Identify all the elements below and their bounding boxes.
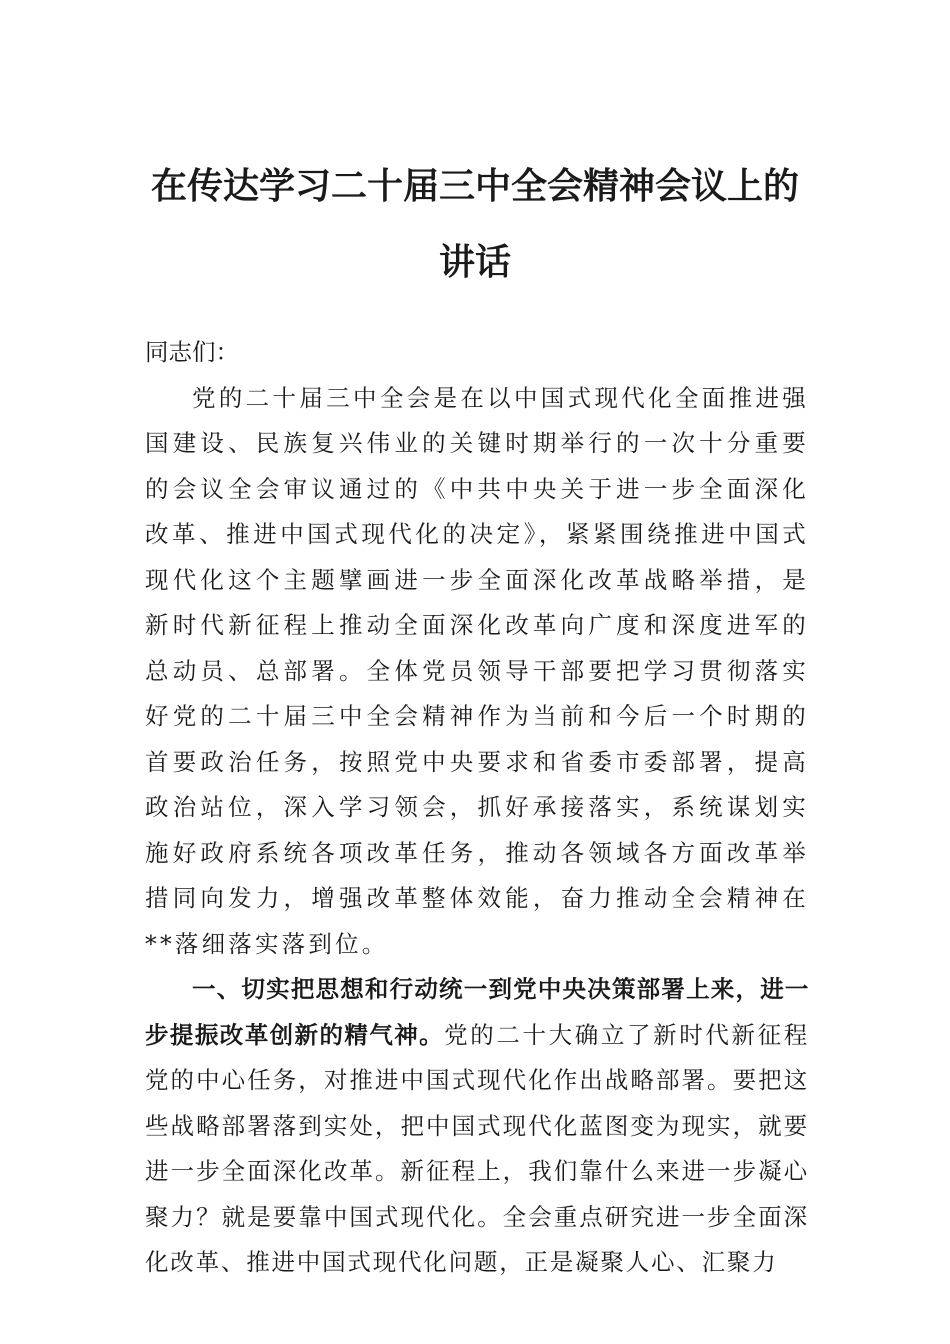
salutation: 同志们：: [145, 338, 239, 366]
document-body: [145, 330, 809, 1286]
document-title: [120, 148, 830, 300]
section-heading: 一、切实把思想和行动统一到党中央决策部署上来，进一步提振改革创新的精气神。: [145, 975, 809, 1049]
paragraph-intro: 党的二十届三中全会是在以中国式现代化全面推进强国建设、民族复兴伟业的关键时期举行的一次十分重要的会议全会审议通过的《中共中央关于进一步全面深化改革、推进中国式现代化的决定》，紧紧围绕推进中国式现代化这个主题擘画进一步全面深化改革战略举措，是新时代新征程上推动全面深化改革向广度和深度进军的总动员、总部署。全体党员领导干部要把学习贯彻落实好党的二十届三中全会精神作为当前和今后一个时期的首要政治任务，按照党中央要求和省委市委部署，提高政治站位，深入学习领会，抓好承接落实，系统谋划实施好政府系统各项改革任务，推动各领域各方面改革举措同向发力，增强改革整体效能，奋力推动全会精神在**落细落实落到位。: [145, 383, 809, 958]
section-text: 党的二十大确立了新时代新征程党的中心任务，对推进中国式现代化作出战略部署。要把这些战略部署落到实处，把中国式现代化蓝图变为现实，就要进一步全面深化改革。新征程上，我们靠什么来进一步凝心聚力？就是要靠中国式现代化。全会重点研究进一步全面深化改革、推进中国式现代化问题，正是凝聚人心、汇聚力: [145, 1020, 810, 1276]
title-line-1: 在传达学习二十届三中全会精神会议上的: [150, 165, 799, 207]
paragraph-section-one: [145, 967, 809, 1286]
title-line-2: 讲话: [438, 241, 511, 283]
